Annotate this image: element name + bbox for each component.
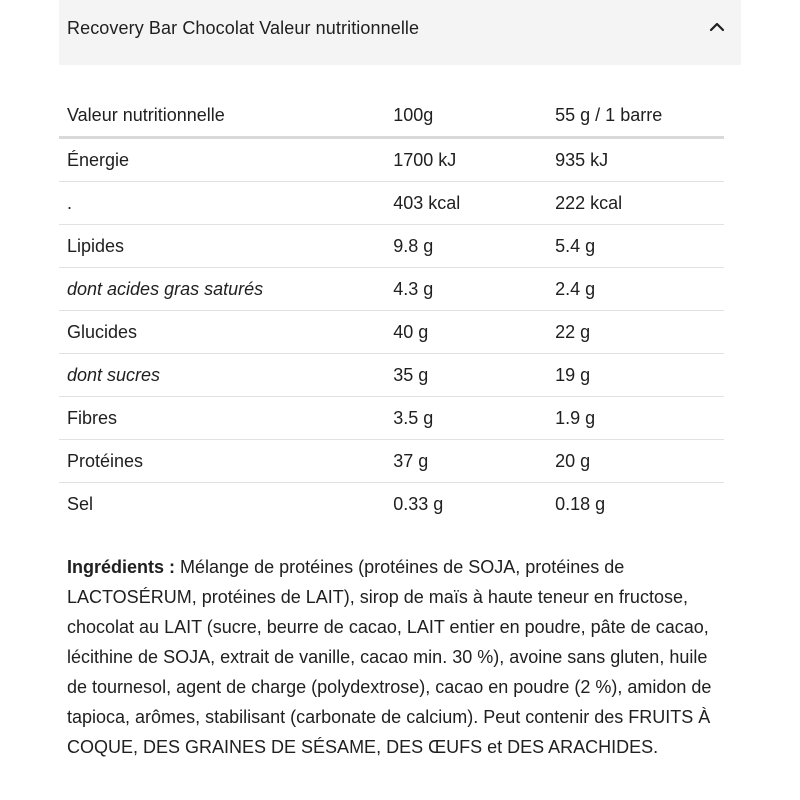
value-per-100g: 9.8 g [393,236,434,256]
value-per-100g: 0.33 g [393,494,444,514]
table-row [59,311,724,354]
value-per-100g: 3.5 g [393,408,434,428]
value-per-100g: 37 g [393,451,429,471]
ingredients-list: Mélange de protéines (protéines de SOJA, protéines de LACTOSÉRUM, protéines de LAIT), sirop de maïs à haute teneur en fructose, chocolat au LAIT (sucre, beurre de cacao, LAIT entier en poudre, pâte de cacao, lécithine de SOJA, extrait de vanille, cacao min. 30 %), avoine sans gluten, huile de tournesol, agent de charge (polydextrose), cacao en poudre (2 %), amidon de tapioca, arômes, stabilisant (carbonate de calcium). Peut contenir des FRUITS À COQUE, DES GRAINES DE SÉSAME, DES ŒUFS et DES ARACHIDES. [67,557,712,757]
nutrient-name: Glucides [67,322,138,342]
value-per-bar: 22 g [555,322,591,342]
table-row [59,354,724,397]
header-name: Valeur nutritionnelle [67,105,225,125]
table-row [59,483,724,526]
nutrient-name: Sel [67,494,94,514]
nutrient-name: dont sucres [67,365,161,385]
nutrient-name: Lipides [67,236,125,256]
nutrient-name: dont acides gras saturés [67,279,264,299]
table-body [59,138,724,526]
value-per-bar: 2.4 g [555,279,596,299]
nutrient-name: Protéines [67,451,144,471]
table-header-row [59,94,724,138]
ingredients-label: Ingrédients : [67,557,176,577]
chevron-up-icon[interactable] [709,19,725,35]
header-100g: 100g [393,105,434,125]
nutrient-name: Énergie [67,150,130,170]
header-per-bar: 55 g / 1 barre [555,105,663,125]
accordion-title: Recovery Bar Chocolat Valeur nutritionnelle [67,18,420,38]
value-per-100g: 40 g [393,322,429,342]
nutrient-name: . [67,193,73,213]
value-per-bar: 20 g [555,451,591,471]
value-per-100g: 35 g [393,365,429,385]
value-per-bar: 222 kcal [555,193,623,213]
ingredients-text [67,552,717,762]
value-per-100g: 403 kcal [393,193,461,213]
value-per-100g: 1700 kJ [393,150,457,170]
table-row [59,440,724,483]
table-row [59,225,724,268]
accordion-header[interactable] [59,0,741,65]
table-row [59,397,724,440]
value-per-bar: 0.18 g [555,494,606,514]
value-per-bar: 935 kJ [555,150,609,170]
nutrition-table [59,94,724,525]
table-row [59,182,724,225]
table-row [59,138,724,182]
value-per-bar: 1.9 g [555,408,596,428]
nutrient-name: Fibres [67,408,118,428]
value-per-bar: 19 g [555,365,591,385]
table-row [59,268,724,311]
value-per-100g: 4.3 g [393,279,434,299]
value-per-bar: 5.4 g [555,236,596,256]
